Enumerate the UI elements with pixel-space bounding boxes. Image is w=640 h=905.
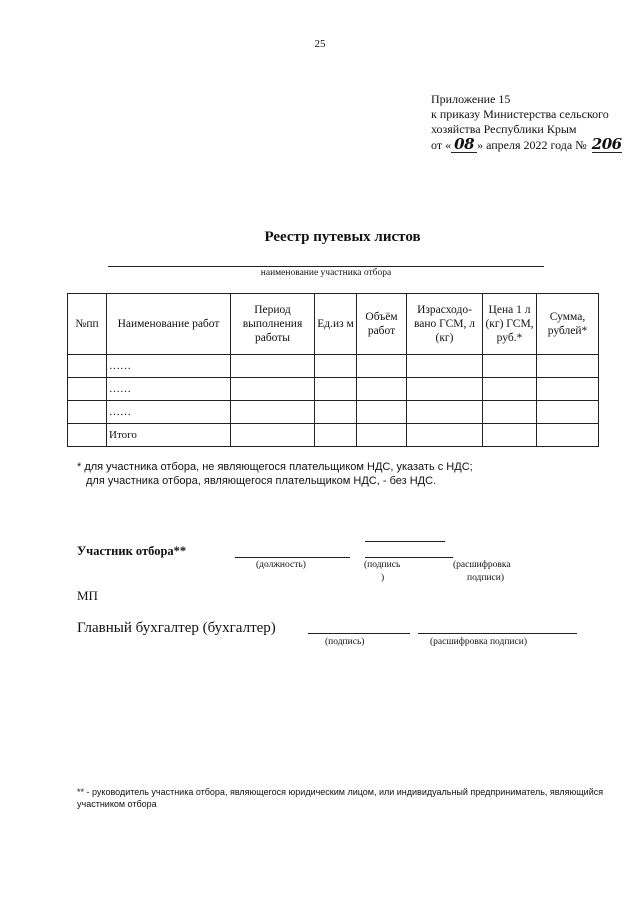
table-cell: [357, 424, 407, 447]
header-cell: Израсходо-вано ГСМ, л (кг): [407, 294, 483, 355]
appendix-line-2: к приказу Министерства сельского: [431, 107, 609, 121]
accountant-signature-label: Главный бухгалтер (бухгалтер): [77, 620, 276, 636]
table-cell: [357, 355, 407, 378]
table-cell: [483, 424, 537, 447]
table-cell: [68, 355, 107, 378]
table-cell: [407, 378, 483, 401]
footnote: ** - руководитель участника отбора, являющегося юридическим лицом, или индивидуальный предприниматель, являющийся участником отбора: [77, 787, 604, 809]
accountant-decoding-line: [418, 633, 577, 634]
table-cell: [231, 355, 315, 378]
appendix-line-1: Приложение 15: [431, 92, 511, 106]
accountant-decoding-caption: (расшифровка подписи): [430, 637, 527, 647]
table-cell: [407, 401, 483, 424]
date-middle: » апреля 2022 года №: [477, 138, 587, 152]
handwritten-order-number: 206: [591, 135, 622, 153]
table-cell: [315, 378, 357, 401]
table-cell: ……: [107, 401, 231, 424]
header-cell: Наименование работ: [107, 294, 231, 355]
document-title: Реестр путевых листов: [264, 229, 421, 245]
table-cell: [357, 378, 407, 401]
table-cell: [407, 355, 483, 378]
stamp-label: МП: [77, 588, 98, 603]
appendix-date-line: [431, 137, 622, 153]
table-cell: [68, 424, 107, 447]
table-header-row: [68, 294, 599, 355]
signature-caption-close: ): [381, 573, 385, 583]
appendix-block: [431, 92, 622, 153]
table-total-row: [68, 424, 599, 447]
date-prefix: от «: [431, 138, 452, 152]
position-caption: (должность): [256, 560, 306, 570]
table-total-label: Итого: [107, 424, 231, 447]
handwritten-day: 08: [451, 137, 477, 153]
table-cell: ……: [107, 378, 231, 401]
participant-name-line: [108, 266, 544, 267]
appendix-line-3: хозяйства Республики Крым: [431, 122, 577, 136]
table-cell: [68, 401, 107, 424]
signature-upper-line: [365, 541, 445, 542]
decoding-caption: (расшифровка: [453, 560, 511, 570]
header-cell: Объём работ: [357, 294, 407, 355]
table-cell: [68, 378, 107, 401]
registry-table: [67, 293, 599, 447]
table-cell: [483, 378, 537, 401]
table-cell: [537, 355, 599, 378]
table-cell: [483, 355, 537, 378]
participant-name-caption: наименование участника отбора: [260, 268, 392, 278]
table-cell: [483, 401, 537, 424]
table-cell: [537, 378, 599, 401]
header-cell: Ед.из м: [315, 294, 357, 355]
table-cell: [407, 424, 483, 447]
header-cell: №пп: [68, 294, 107, 355]
header-cell: Цена 1 л (кг) ГСМ, руб.*: [483, 294, 537, 355]
participant-signature-label: Участник отбора**: [77, 544, 187, 558]
table-cell: [315, 424, 357, 447]
vat-note-line-1: * для участника отбора, не являющегося плательщиком НДС, указать с НДС;: [77, 461, 473, 473]
accountant-signature-caption: (подпись): [325, 637, 365, 647]
signature-caption: (подпись: [364, 560, 401, 570]
decoding-caption-2: подписи): [467, 573, 505, 583]
header-cell: Период выполнения работы: [231, 294, 315, 355]
table-cell: ……: [107, 355, 231, 378]
vat-note-line-2: для участника отбора, являющегося плательщиком НДС, - без НДС.: [86, 475, 437, 487]
table-row: [68, 355, 599, 378]
vat-note: [77, 460, 473, 488]
table-cell: [231, 378, 315, 401]
accountant-signature-line: [308, 633, 410, 634]
table-cell: [357, 401, 407, 424]
signature-line: [365, 557, 453, 558]
table-cell: [537, 424, 599, 447]
table-cell: [231, 401, 315, 424]
table-row: [68, 378, 599, 401]
position-line: [235, 557, 350, 558]
table-cell: [231, 424, 315, 447]
table-cell: [315, 355, 357, 378]
header-cell: Сумма, рублей*: [537, 294, 599, 355]
table-cell: [537, 401, 599, 424]
table-cell: [315, 401, 357, 424]
table-row: [68, 401, 599, 424]
page-number: 25: [314, 38, 326, 50]
